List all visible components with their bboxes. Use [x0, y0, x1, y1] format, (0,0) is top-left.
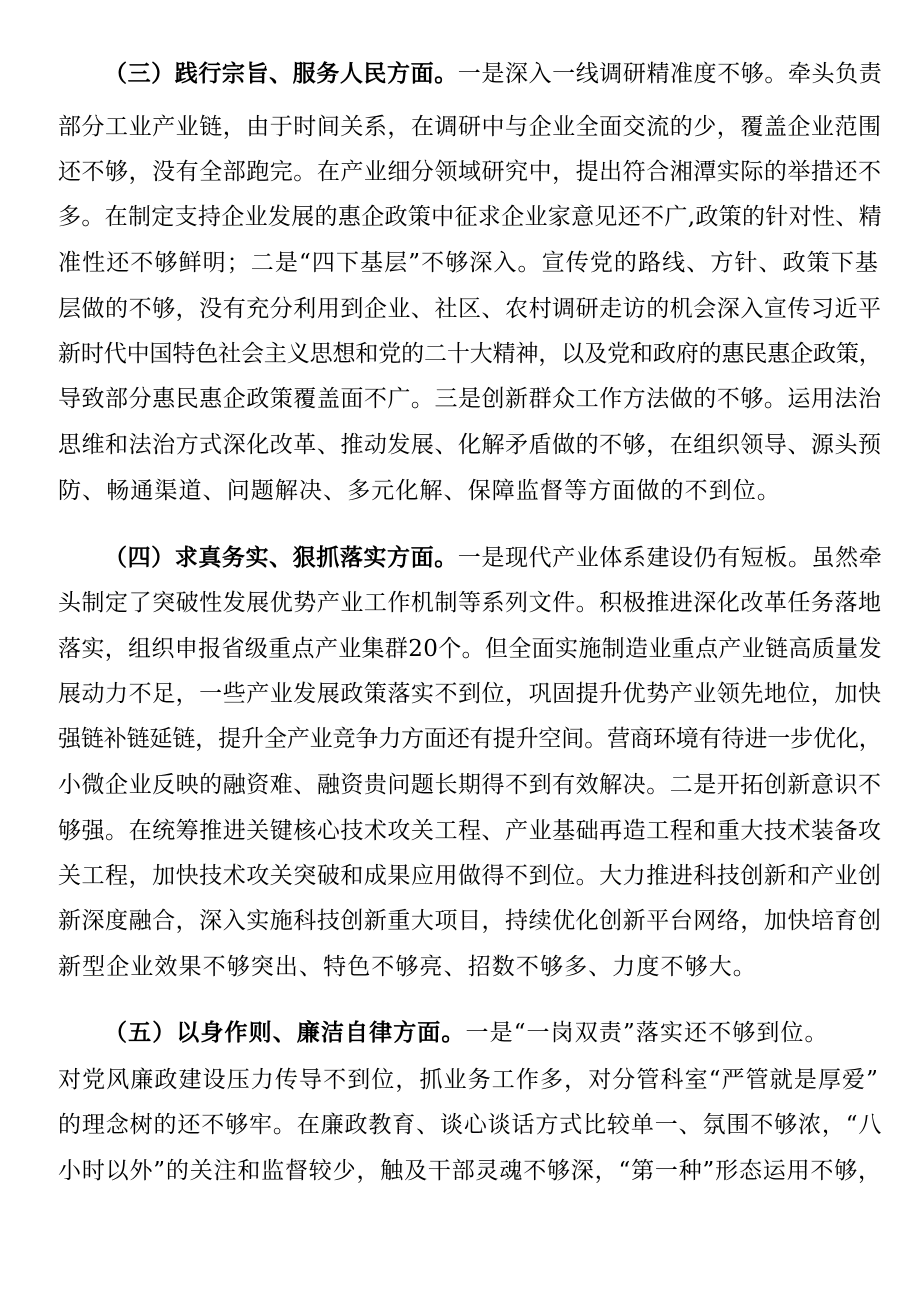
section4-line: 落实，组织申报省级重点产业集群20个。但全面实施制造业重点产业链高质量发: [58, 636, 882, 662]
section5-line: 一是“一岗双责”落实还不够到位。: [465, 1020, 829, 1046]
section4-line: 新深度融合，深入实施科技创新重大项目，持续优化创新平台网络，加快培育创: [58, 908, 882, 934]
section4-heading: （四）求真务实、狠抓落实方面。: [104, 544, 458, 571]
section3-line: 导致部分惠民惠企政策覆盖面不广。三是创新群众工作方法做的不够。运用法治: [58, 386, 882, 412]
section4-line: 展动力不足，一些产业发展政策落实不到位，巩固提升优势产业领先地位，加快: [58, 681, 882, 707]
section3-line: 层做的不够，没有充分利用到企业、社区、农村调研走访的机会深入宣传习近平: [58, 296, 882, 322]
section3-line: 防、畅通渠道、问题解决、多元化解、保障监督等方面做的不到位。: [58, 478, 781, 504]
section3-line: 多。在制定支持企业发展的惠企政策中征求企业家意见还不广,政策的针对性、精: [58, 204, 882, 230]
section4-line: 新型企业效果不够突出、特色不够亮、招数不够多、力度不够大。: [58, 954, 757, 980]
section3-line: 新时代中国特色社会主义思想和党的二十大精神，以及党和政府的惠民惠企政策，: [58, 341, 882, 367]
section3-line: 思维和法治方式深化改革、推动发展、化解矛盾做的不够，在组织领导、源头预: [58, 432, 882, 458]
section5-line: 的理念树的还不够牢。在廉政教育、谈心谈话方式比较单一、氛围不够浓，“八: [58, 1112, 883, 1138]
section5-heading: （五）以身作则、廉洁自律方面。: [104, 1019, 466, 1046]
section4-line: 强链补链延链，提升全产业竞争力方面还有提升空间。营商环境有待进一步优化，: [58, 726, 882, 752]
section3-line: 一是深入一线调研精准度不够。牵头负责: [457, 61, 883, 87]
section3-first-line: [104, 55, 882, 93]
section3-line: 准性还不够鲜明；二是“四下基层”不够深入。宣传党的路线、方针、政策下基: [58, 250, 880, 276]
section3-heading: （三）践行宗旨、服务人民方面。: [104, 60, 458, 87]
section5-line: 小时以外”的关注和监督较少，触及干部灵魂不够深，“第一种”形态运用不够，: [58, 1158, 882, 1184]
section5-first-line: [104, 1014, 829, 1052]
section4-line: 头制定了突破性发展优势产业工作机制等系列文件。积极推进深化改革任务落地: [58, 590, 882, 616]
section4-first-line: [104, 539, 882, 577]
section4-line: 够强。在统筹推进关键核心技术攻关工程、产业基础再造工程和重大技术装备攻: [58, 818, 882, 844]
section4-line: 一是现代产业体系建设仍有短板。虽然牵: [457, 545, 883, 571]
section3-line: 部分工业产业链，由于时间关系，在调研中与企业全面交流的少，覆盖企业范围: [58, 114, 882, 140]
section3-line: 还不够，没有全部跑完。在产业细分领域研究中，提出符合湘潭实际的举措还不: [58, 159, 882, 185]
section5-line: 对党风廉政建设压力传导不到位，抓业务工作多，对分管科室“严管就是厚爱”: [58, 1067, 880, 1093]
section4-line: 关工程，加快技术攻关突破和成果应用做得不到位。大力推进科技创新和产业创: [58, 863, 882, 889]
section4-line: 小微企业反映的融资难、融资贵问题长期得不到有效解决。二是开拓创新意识不: [58, 772, 882, 798]
